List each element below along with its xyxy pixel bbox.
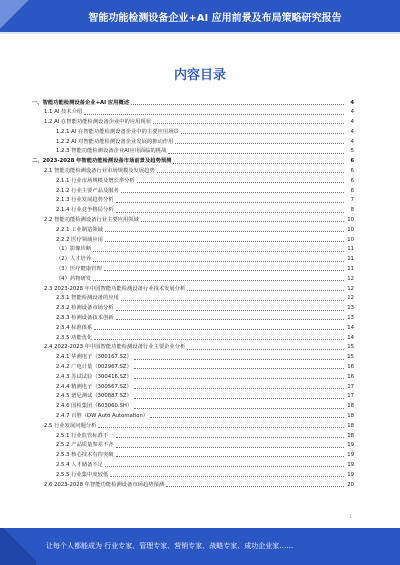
toc-entry-text: 1.1 AI 技术介绍 <box>44 109 83 116</box>
toc-entry[interactable] <box>32 253 354 263</box>
toc-entry[interactable] <box>32 184 354 194</box>
toc-entry-page: 20 <box>347 481 354 488</box>
toc-entry-page: 18 <box>347 432 354 439</box>
toc-entry[interactable] <box>32 116 354 126</box>
toc-entry-page: 4 <box>350 138 354 145</box>
toc-entry-text: 2.5.3 核心技术有待突破 <box>56 452 114 459</box>
toc-leader-dots <box>116 310 344 311</box>
toc-entry-text: 2.4.1 华测电子（300167.SZ） <box>56 354 132 361</box>
toc-entry[interactable] <box>32 439 354 449</box>
toc-entry-page: 6 <box>350 168 354 175</box>
toc-entry-text: 1.2 AI 在智能功能检测设备企业中的应用现状 <box>44 119 152 126</box>
toc-entry-text: 2.4.3 苏试试验（300416.SZ） <box>56 373 132 380</box>
toc-entry[interactable] <box>32 468 354 478</box>
toc-entry-text: 2.4.6 国检集团（603060.SH） <box>56 403 133 410</box>
toc-leader-dots <box>121 300 344 301</box>
toc-leader-dots <box>134 388 344 389</box>
toc-entry[interactable] <box>32 145 354 155</box>
toc-leader-dots <box>105 466 344 467</box>
toc-entry-text: 2.3.1 智能检测设备的应用 <box>56 295 119 302</box>
toc-entry-page: 11 <box>347 256 354 263</box>
toc-entry-page: 15 <box>347 344 354 351</box>
toc-entry-text: 2.5.2 产品质量参差不齐 <box>56 442 114 449</box>
toc-entry-page: 4 <box>350 128 354 135</box>
toc-leader-dots <box>93 280 344 281</box>
toc-leader-dots <box>93 261 344 262</box>
toc-entry-page: 12 <box>347 285 354 292</box>
toc-leader-dots <box>187 349 344 350</box>
toc-leader-dots <box>134 359 344 360</box>
toc-leader-dots <box>116 212 344 213</box>
toc-leader-dots <box>134 408 344 409</box>
toc-entry-text: 2.1.3 行业发展趋势分析 <box>56 197 114 204</box>
toc-entry-text: 2.3 2023-2028 年中国智能功能检测设备行业技术发展分析 <box>44 285 186 292</box>
toc-entry[interactable] <box>32 331 354 341</box>
toc-entry-page: 10 <box>347 236 354 243</box>
toc-leader-dots <box>153 123 344 124</box>
toc-heading: 内容目录 <box>173 68 226 83</box>
toc-leader-dots <box>175 143 344 144</box>
toc-entry-text: （3）医疗健康管理 <box>56 266 102 273</box>
toc-entry-text: 1.2.2 AI 对智能功能检测设备企业发展的推动作用 <box>56 138 174 145</box>
toc-entry-page: 19 <box>347 471 354 478</box>
toc-leader-dots <box>116 447 344 448</box>
toc-entry-text: 2.4.2 广电计量（002967.SZ） <box>56 364 132 371</box>
toc-entry-text: 2.1.4 行业竞争格局分析 <box>56 207 114 214</box>
toc-entry-page: 10 <box>347 217 354 224</box>
toc-entry-text: 2.4 2022-2023 年中国智能功能检测设备行业主要企业分析 <box>44 344 186 351</box>
header-accent <box>0 0 30 34</box>
toc-entry-page: 18 <box>347 422 354 429</box>
toc-entry-page: 18 <box>347 403 354 410</box>
toc-leader-dots <box>134 378 344 379</box>
toc-entry[interactable] <box>32 478 354 488</box>
page-number: 1 <box>349 514 352 519</box>
toc-entry[interactable] <box>32 194 354 204</box>
toc-entry[interactable] <box>32 155 354 165</box>
toc-leader-dots <box>116 202 344 203</box>
toc-entry[interactable] <box>32 272 354 282</box>
toc-entry[interactable] <box>32 361 354 371</box>
toc-entry[interactable] <box>32 351 354 361</box>
toc-entry[interactable] <box>32 233 354 243</box>
toc-entry-page: 12 <box>347 275 354 282</box>
toc-entry[interactable] <box>32 223 354 233</box>
toc-entry-page: 14 <box>347 334 354 341</box>
toc-entry[interactable] <box>32 106 354 116</box>
toc-leader-dots <box>98 427 344 428</box>
toc-entry-page: 5 <box>350 148 354 155</box>
toc-entry-page: 4 <box>350 119 354 126</box>
toc-entry-page: 13 <box>347 315 354 322</box>
toc-entry-text: 2.3.2 检测设备市场分析 <box>56 305 114 312</box>
toc-entry-page: 14 <box>347 324 354 331</box>
toc-leader-dots <box>166 486 344 487</box>
toc-entry-page: 11 <box>347 266 354 273</box>
toc-leader-dots <box>94 329 344 330</box>
toc-entry[interactable] <box>32 135 354 145</box>
toc-leader-dots <box>150 417 344 418</box>
toc-entry-page: 18 <box>347 413 354 419</box>
toc-entry-text: 2.6 2023-2028 年智能功能检测设备市场趋势预测 <box>44 481 165 488</box>
toc-entry-text: 1.2.1 AI 在智能功能检测设备企业中的主要应用场景 <box>56 128 179 135</box>
toc-entry-text: 2.1 智能功能检测设备行业市场规模及发展趋势 <box>44 168 155 175</box>
toc-leader-dots <box>187 290 344 291</box>
toc-entry-page: 10 <box>347 226 354 233</box>
toc-entry-text: 2.5.4 人才储备不足 <box>56 461 103 468</box>
toc-leader-dots <box>84 114 344 115</box>
toc-entry-text: 2.1.1 行业市场规模及增长率分析 <box>56 177 135 184</box>
toc-entry-text: 2.2 智能功能检测设备行业主要应用领域 <box>44 217 139 224</box>
toc-entry[interactable] <box>32 125 354 135</box>
toc-entry-page: 19 <box>347 442 354 449</box>
toc-leader-dots <box>94 339 344 340</box>
toc-entry[interactable] <box>32 204 354 214</box>
header-banner <box>0 0 400 34</box>
toc-entry[interactable] <box>32 174 354 184</box>
toc-entry-text: 2.2.1 工业制造领域 <box>56 226 103 233</box>
toc-entry-page: 8 <box>350 207 354 214</box>
toc-entry[interactable] <box>32 380 354 390</box>
toc-entry-text: 2.3.3 检测设备技术创新 <box>56 315 114 322</box>
toc-entry[interactable] <box>32 458 354 468</box>
toc-leader-dots <box>181 133 344 134</box>
toc-entry-page: 19 <box>347 452 354 459</box>
toc-entry[interactable] <box>32 419 354 429</box>
toc-entry-text: 二、2023-2028 年智能功能检测设备市场前景及趋势预测 <box>32 158 172 165</box>
toc-leader-dots <box>105 231 344 232</box>
toc-leader-dots <box>110 476 344 477</box>
toc-leader-dots <box>116 319 344 320</box>
toc-entry[interactable] <box>32 302 354 312</box>
toc-entry[interactable] <box>32 165 354 175</box>
toc-entry-page: 17 <box>347 393 354 400</box>
toc-entry-page: 16 <box>347 364 354 371</box>
toc-entry[interactable] <box>32 390 354 400</box>
toc-leader-dots <box>141 221 344 222</box>
toc-entry-page: 16 <box>347 373 354 380</box>
toc-entry-text: 2.3.5 功能优化 <box>56 334 93 341</box>
toc-leader-dots <box>105 241 344 242</box>
toc-entry[interactable] <box>32 312 354 322</box>
toc-leader-dots <box>93 251 344 252</box>
toc-leader-dots <box>157 172 344 173</box>
toc-entry[interactable] <box>32 96 354 106</box>
toc-entry-page: 6 <box>350 177 354 184</box>
toc-entry[interactable] <box>32 292 354 302</box>
toc-entry[interactable] <box>32 449 354 459</box>
toc-entry-page: 11 <box>347 246 354 253</box>
toc-entry-text: 2.5 行业发展问题分析 <box>44 422 97 429</box>
toc-entry-text: 1.2.3 智能功能检测设备企业AI应用面临的挑战 <box>56 148 167 155</box>
toc-leader-dots <box>168 153 344 154</box>
report-title: 智能功能检测设备企业+AI 应用前景及布局策略研究报告 <box>88 13 342 24</box>
toc-entry-text: 一、智能功能检测设备企业+AI 应用概述 <box>32 99 130 106</box>
toc-entry[interactable] <box>32 321 354 331</box>
toc-entry-text: 2.4.7 百胜（DW Auto Automation） <box>56 413 149 419</box>
toc-entry-page: 19 <box>347 461 354 468</box>
toc-entry-text: 2.5.5 行业集中度较低 <box>56 471 109 478</box>
toc-entry-text: 2.4.4 精测电子（300567.SZ） <box>56 383 132 390</box>
toc-entry-text: 2.1.2 行业主要产品及服务 <box>56 187 119 194</box>
toc-leader-dots <box>134 398 344 399</box>
toc-entry-text: 2.5.1 行业监管标准不一 <box>56 432 114 439</box>
toc-entry[interactable] <box>32 243 354 253</box>
toc-leader-dots <box>104 270 344 271</box>
toc-entry-page: 12 <box>347 295 354 302</box>
toc-leader-dots <box>173 163 344 164</box>
toc-entry-page: 7 <box>350 197 354 204</box>
toc-entry-page: 15 <box>347 354 354 361</box>
footer-slogan: 让每个人都能成为 行业专家、管理专家、营销专家、战略专家、成功企业家…… <box>46 542 294 550</box>
toc-entry[interactable] <box>32 410 354 420</box>
toc-entry-page: 17 <box>347 383 354 390</box>
toc-entry[interactable] <box>32 341 354 351</box>
toc-entry[interactable] <box>32 370 354 380</box>
table-of-contents <box>32 96 354 488</box>
footer-banner <box>0 528 400 565</box>
toc-entry-text: 2.3.4 标准体系 <box>56 324 93 331</box>
toc-entry[interactable] <box>32 282 354 292</box>
toc-entry[interactable] <box>32 429 354 439</box>
toc-entry-text: 2.2.2 医疗领域应用 <box>56 236 103 243</box>
toc-entry[interactable] <box>32 214 354 224</box>
toc-entry-page: 13 <box>347 305 354 312</box>
toc-entry-page: 6 <box>350 158 354 165</box>
toc-leader-dots <box>137 182 344 183</box>
toc-leader-dots <box>134 368 344 369</box>
toc-entry-page: 4 <box>350 109 354 116</box>
toc-leader-dots <box>131 104 344 105</box>
toc-entry[interactable] <box>32 263 354 273</box>
toc-leader-dots <box>116 456 344 457</box>
footer-accent <box>0 528 36 565</box>
toc-entry-page: 6 <box>350 187 354 194</box>
toc-entry-text: （4）药物研发 <box>56 275 92 282</box>
toc-leader-dots <box>116 437 344 438</box>
toc-entry-page: 4 <box>350 99 354 106</box>
toc-leader-dots <box>121 192 344 193</box>
toc-entry-text: （1）影像诊断 <box>56 246 92 253</box>
toc-entry-text: （2）人才培养 <box>56 256 92 263</box>
toc-entry[interactable] <box>32 400 354 410</box>
header-underline <box>0 32 400 34</box>
toc-entry-text: 2.4.5 谱尼测试（300887.SZ） <box>56 393 132 400</box>
